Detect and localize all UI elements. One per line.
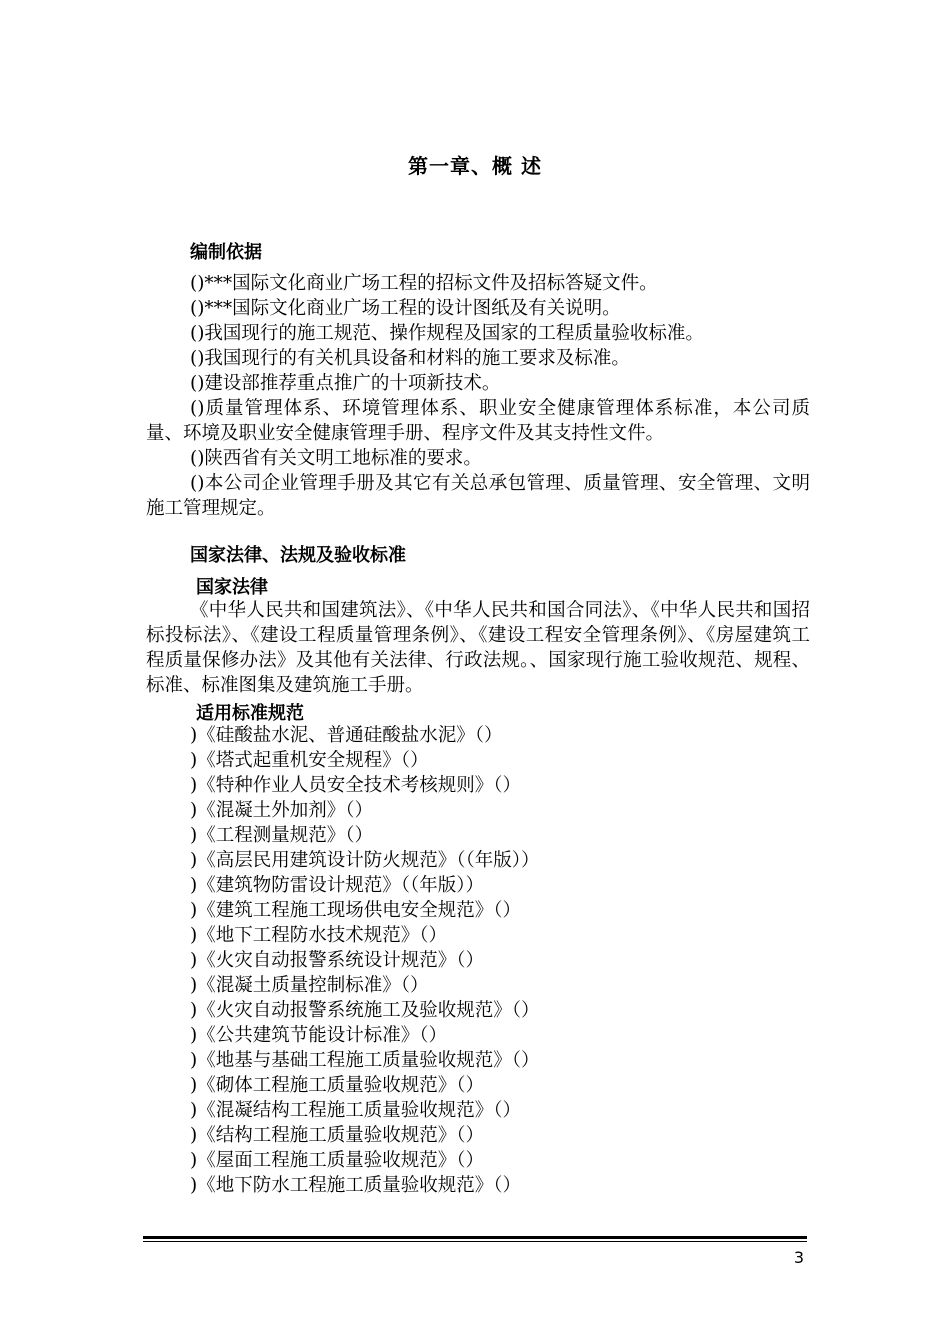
section-heading-basis: 编制依据 — [190, 242, 262, 263]
basis-paragraphs — [146, 271, 810, 521]
list-item: )《混凝结构工程施工质量验收规范》（） — [190, 1100, 521, 1121]
basis-paragraph: ()我国现行的施工规范、操作规程及国家的工程质量验收标准。 — [190, 323, 704, 344]
subheading-standards: 适用标准规范 — [196, 703, 304, 724]
list-item: )《地下防水工程施工质量验收规范》（） — [190, 1175, 521, 1196]
basis-paragraph: ()我国现行的有关机具设备和材料的施工要求及标准。 — [190, 348, 630, 369]
laws-paragraph: 《中华人民共和国建筑法》、《中华人民共和国合同法》、《中华人民共和国招标投标法》、《建设工程质量管理条例》、《建设工程安全管理条例》、《房屋建筑工程质量保修办法》及其他有关法律、行政法规。、国家现行施工验收规范、规程、标准、标准图集及建筑施工手册。 — [146, 600, 810, 696]
list-item: )《地下工程防水技术规范》（） — [190, 925, 447, 946]
list-item: )《屋面工程施工质量验收规范》（） — [190, 1150, 484, 1171]
list-item: )《砌体工程施工质量验收规范》（） — [190, 1075, 484, 1096]
basis-paragraph: ()本公司企业管理手册及其它有关总承包管理、质量管理、安全管理、文明施工管理规定。 — [146, 473, 810, 519]
footer-divider — [143, 1236, 807, 1239]
list-item: )《结构工程施工质量验收规范》（） — [190, 1125, 484, 1146]
basis-paragraph: ()建设部推荐重点推广的十项新技术。 — [190, 373, 501, 394]
section-heading-laws: 国家法律、法规及验收标准 — [190, 545, 406, 566]
basis-paragraph: ()***国际文化商业广场工程的设计图纸及有关说明。 — [190, 298, 621, 319]
list-item: )《硅酸盐水泥、普通硅酸盐水泥》（） — [190, 725, 503, 746]
page-number: 3 — [793, 1248, 804, 1267]
laws-paragraph-block — [146, 598, 810, 698]
list-item: )《混凝土外加剂》（） — [190, 800, 373, 821]
list-item: )《高层民用建筑设计防火规范》（（年版）） — [190, 850, 540, 871]
chapter-title: 第一章、概 述 — [408, 154, 542, 178]
basis-paragraph: ()质量管理体系、环境管理体系、职业安全健康管理体系标准，本公司质量、环境及职业安全健康管理手册、程序文件及其支持性文件。 — [146, 398, 810, 444]
list-item: )《混凝土质量控制标准》（） — [190, 975, 429, 996]
list-item: )《建筑物防雷设计规范》（（年版）） — [190, 875, 484, 896]
basis-paragraph: ()***国际文化商业广场工程的招标文件及招标答疑文件。 — [190, 273, 658, 294]
list-item: )《特种作业人员安全技术考核规则》（） — [190, 775, 521, 796]
subheading-national-laws: 国家法律 — [196, 577, 268, 598]
list-item: )《建筑工程施工现场供电安全规范》（） — [190, 900, 521, 921]
standards-list — [190, 723, 810, 1198]
list-item: )《公共建筑节能设计标准》（） — [190, 1025, 447, 1046]
basis-paragraph: ()陕西省有关文明工地标准的要求。 — [190, 448, 482, 469]
list-item: )《塔式起重机安全规程》（） — [190, 750, 429, 771]
list-item: )《火灾自动报警系统施工及验收规范》（） — [190, 1000, 540, 1021]
list-item: )《火灾自动报警系统设计规范》（） — [190, 950, 484, 971]
list-item: )《地基与基础工程施工质量验收规范》（） — [190, 1050, 540, 1071]
list-item: )《工程测量规范》（） — [190, 825, 373, 846]
footer-divider-thin — [143, 1241, 807, 1242]
